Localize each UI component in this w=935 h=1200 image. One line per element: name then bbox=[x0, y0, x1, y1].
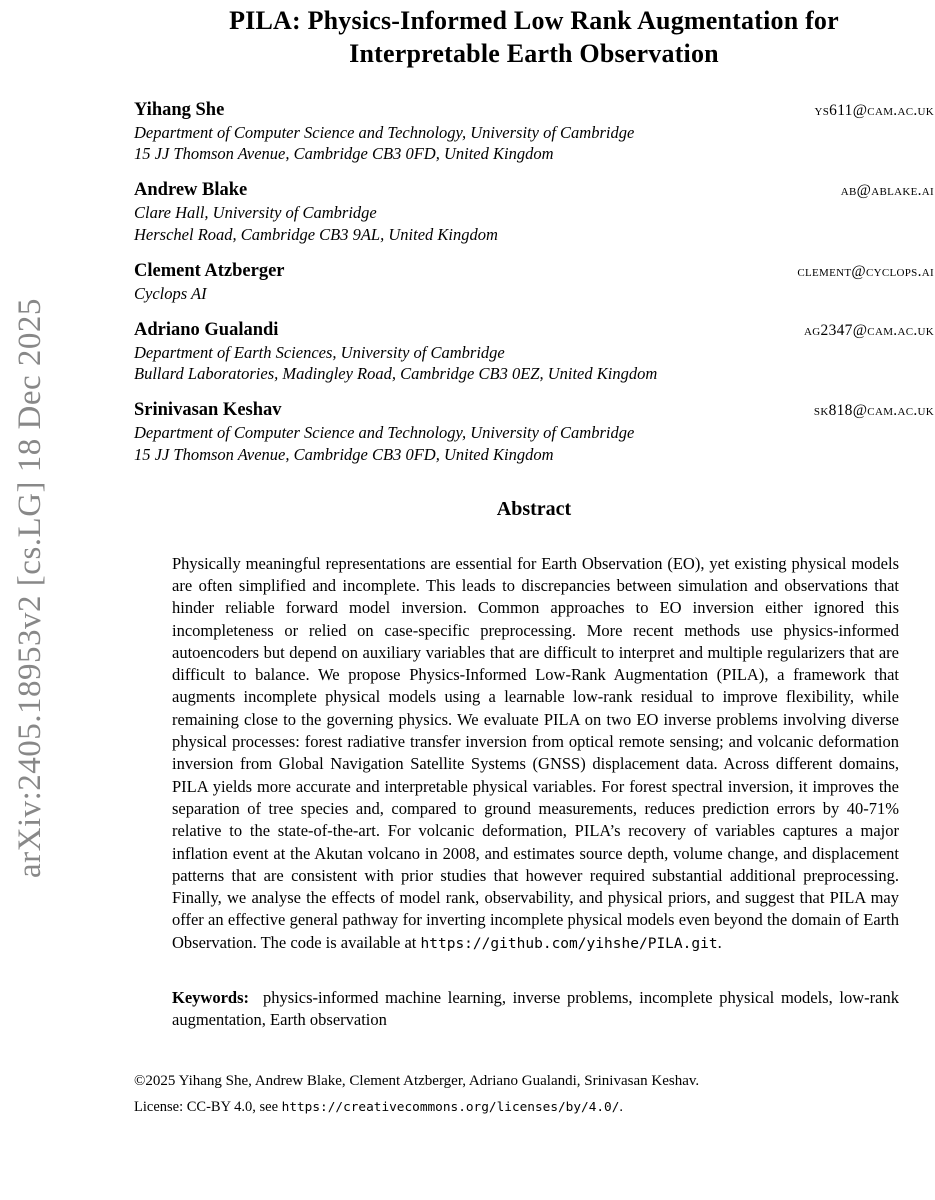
arxiv-watermark: arXiv:2405.18953v2 [cs.LG] 18 Dec 2025 bbox=[12, 298, 48, 878]
author-affiliation: Herschel Road, Cambridge CB3 9AL, United Kingdom bbox=[134, 224, 498, 244]
author-affiliation: 15 JJ Thomson Avenue, Cambridge CB3 0FD, United Kingdom bbox=[134, 444, 554, 464]
copyright-line: ©2025 Yihang She, Andrew Blake, Clement Atzberger, Adriano Gualandi, Srinivasan Keshav. bbox=[134, 1072, 700, 1089]
author-affiliation: Bullard Laboratories, Madingley Road, Cambridge CB3 0EZ, United Kingdom bbox=[134, 364, 658, 384]
keywords-line bbox=[172, 987, 899, 1032]
author-affiliation: 15 JJ Thomson Avenue, Cambridge CB3 0FD, United Kingdom bbox=[134, 144, 554, 164]
author-name-line bbox=[134, 319, 934, 342]
author-block bbox=[134, 399, 934, 466]
author-block bbox=[134, 319, 934, 386]
author-affiliation: Department of Earth Sciences, University of Cambridge bbox=[134, 342, 505, 362]
author-name-line bbox=[134, 260, 934, 283]
author-affiliation: Cyclops AI bbox=[134, 283, 207, 303]
abstract-closing-period: . bbox=[717, 932, 722, 952]
author-name-line bbox=[134, 179, 934, 202]
author-name: Srinivasan Keshav bbox=[134, 400, 282, 421]
author-name: Clement Atzberger bbox=[134, 260, 285, 281]
license-url-link[interactable]: https://creativecommons.org/licenses/by/4.0/ bbox=[281, 1099, 620, 1115]
paper-title: PILA: Physics-Informed Low Rank Augmentation for Interpretable Earth Observation bbox=[229, 6, 839, 69]
license-line bbox=[134, 1094, 934, 1121]
author-affiliation: Clare Hall, University of Cambridge bbox=[134, 203, 377, 223]
author-block bbox=[134, 260, 934, 305]
license-text: License: CC-BY 4.0, see bbox=[134, 1098, 282, 1115]
author-email: ys611@cam.ac.uk bbox=[814, 101, 934, 119]
author-email: ab@ablake.ai bbox=[840, 182, 934, 200]
author-name-line bbox=[134, 399, 934, 422]
abstract-body-text: Physically meaningful representations are essential for Earth Observation (EO), yet existing physical models are often simplified and incomplete. This leads to discrepancies between simulation and observations that hinder reliable forward model inversion. Common approaches to EO inversion either ignored this incompleteness or relied on case-specific preprocessing. More recent methods use physics-informed autoencoders but depend on auxiliary variables that are difficult to interpret and multiple regularizers that are difficult to balance. We propose Physics-Informed Low-Rank Augmentation (PILA), a framework that augments incomplete physical models using a learnable low-rank residual to improve flexibility, while remaining close to the governing physics. We evaluate PILA on two EO inverse problems involving diverse physical processes: forest radiative transfer inversion from optical remote sensing; and volcanic deformation inversion from Global Navigation Satellite Systems (GNSS) displacement data. Across different domains, PILA yields more accurate and interpretable physical variables. For forest spectral inversion, it improves the separation of tree species and, compared to ground measurements, reduces prediction errors by 40-71% relative to the state-of-the-art. For volcanic deformation, PILA’s recovery of variables captures a major inflation event at the Akutan volcano in 2008, and estimates source depth, volume change, and displacement patterns that are consistent with prior studies that however required substantial additional preprocessing. Finally, we analyse the effects of model rank, observability, and physical priors, and suggest that PILA may offer an effective general pathway for inverting incomplete physical models even beyond the domain of Earth Observation. The code is available at bbox=[172, 553, 899, 952]
license-closing-period: . bbox=[619, 1098, 624, 1115]
author-list bbox=[134, 99, 934, 466]
author-name: Yihang She bbox=[134, 99, 225, 120]
author-block bbox=[134, 179, 934, 246]
author-name-line bbox=[134, 99, 934, 122]
footer bbox=[134, 1068, 934, 1121]
author-name: Andrew Blake bbox=[134, 180, 248, 201]
keywords-text: physics-informed machine learning, inverse problems, incomplete physical models, low-rank augmentation, Earth observation bbox=[172, 988, 899, 1030]
author-affiliation: Department of Computer Science and Technology, University of Cambridge bbox=[134, 122, 635, 142]
code-repository-link[interactable]: https://github.com/yihshe/PILA.git bbox=[420, 935, 718, 952]
author-email: ag2347@cam.ac.uk bbox=[804, 321, 934, 339]
author-name: Adriano Gualandi bbox=[134, 319, 279, 340]
author-block bbox=[134, 99, 934, 166]
author-affiliation: Department of Computer Science and Technology, University of Cambridge bbox=[134, 423, 635, 443]
abstract-text bbox=[172, 553, 899, 955]
author-email: sk818@cam.ac.uk bbox=[813, 402, 934, 420]
author-email: clement@cyclops.ai bbox=[797, 262, 934, 280]
keywords-label: Keywords: bbox=[172, 988, 249, 1008]
paper-content bbox=[134, 0, 934, 1121]
abstract-heading: Abstract bbox=[496, 497, 572, 520]
